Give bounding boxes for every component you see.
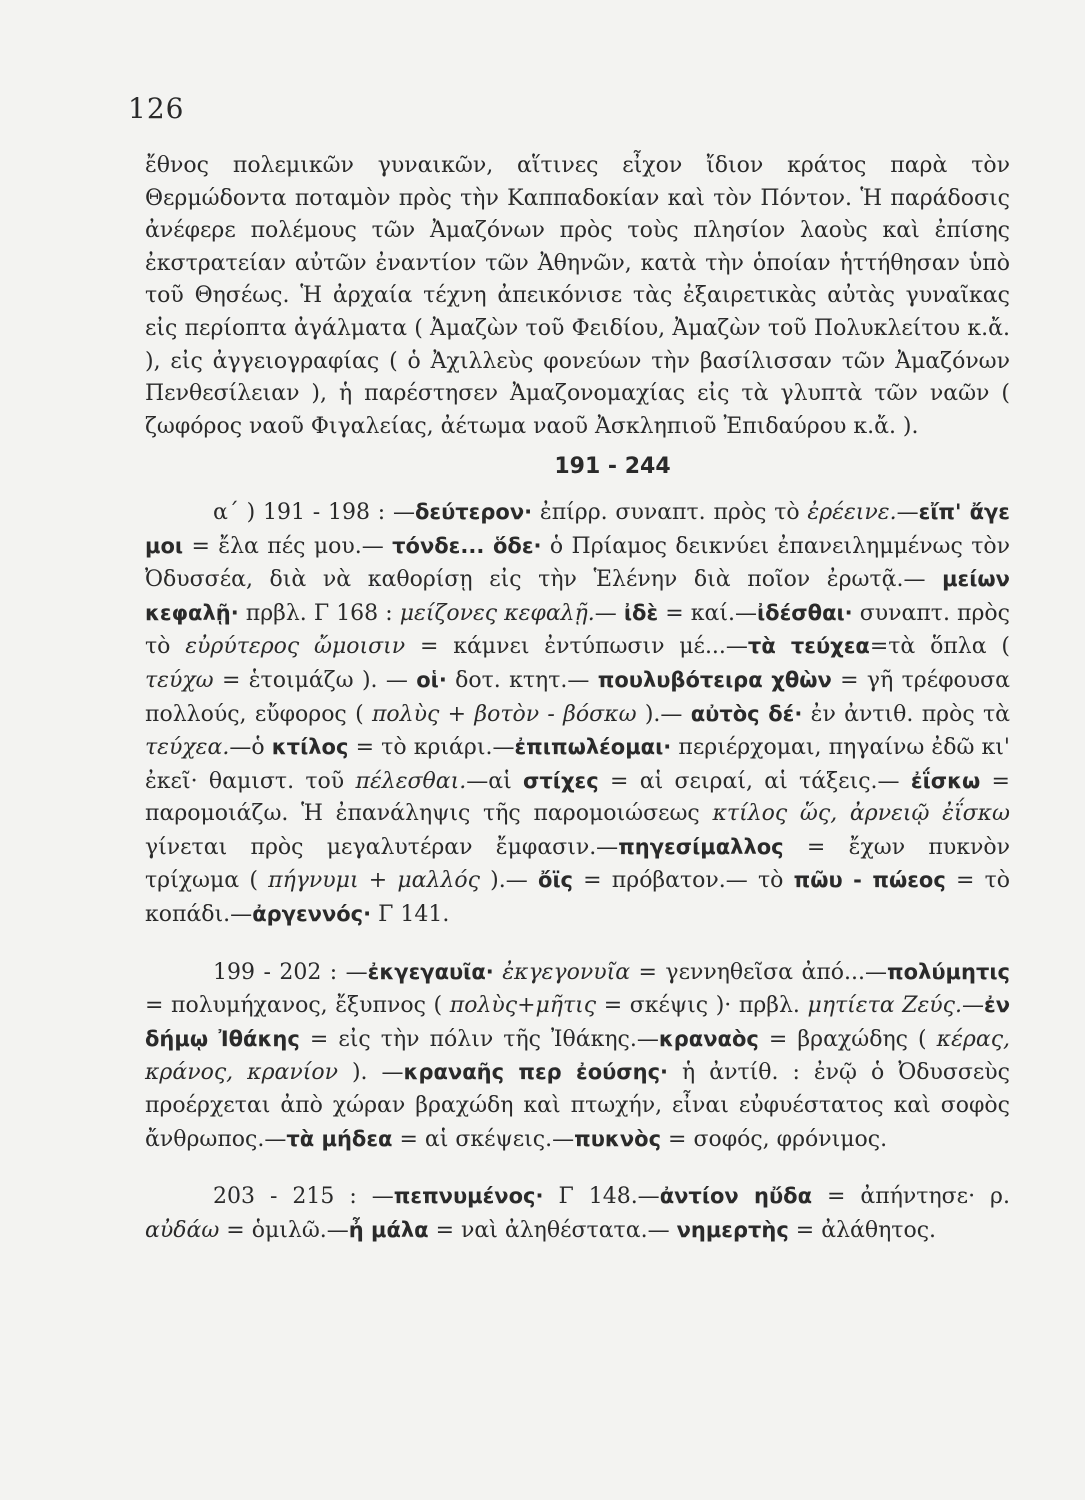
gloss-text: —ὁ — [229, 735, 272, 761]
cited-word: τεύχεα. — [145, 735, 230, 761]
cited-word: πέλεσθαι. — [355, 768, 467, 794]
paragraph — [145, 150, 1010, 443]
cited-word: πήγνυμι + μαλλός — [268, 868, 480, 894]
lemma-term: ὄϊς — [537, 868, 573, 893]
gloss-text: = πολυμήχανος, ἔξυπνος ( — [145, 993, 450, 1019]
lemma-term: κραναῆς περ ἐούσης· — [403, 1060, 669, 1085]
gloss-text: ἐν ἀντιθ. πρὸς τὰ — [802, 701, 1011, 727]
lemma-term: πολύμητις — [887, 959, 1010, 984]
gloss-text: = ἔχων πυκνὸν τρίχωμα ( — [145, 834, 1010, 894]
lemma-term: πουλυβότειρα χθὼν — [597, 667, 832, 692]
gloss-text: = παρομοιάζω. Ἡ ἐπανάληψις τῆς παρομοιώσεως — [145, 768, 1010, 827]
gloss-text: = ἑτοιμάζω ). — — [213, 667, 417, 693]
lemma-term: κτίλος — [271, 735, 349, 760]
gloss-text: — — [896, 499, 919, 525]
lemma-term: νημερτὴς — [676, 1217, 789, 1242]
body-text — [145, 150, 1010, 1247]
gloss-text: ἔθνος πολεμικῶν γυναικῶν, αἵτινες εἶχον ἴδιον κράτος παρὰ τὸν Θερμώδοντα ποταμὸν πρὸς τὴν Καππαδοκίαν καὶ τὸν Πόντον. Ἡ παράδοσις ἀνέφερε πολέμους τῶν Ἀμαζόνων πρὸς τοὺς πλησίον λαοὺς καὶ ἐπίσης ἐκστρατείαν αὐτῶν ἐναντίον τῶν Ἀθηνῶν, κατὰ τὴν ὁποίαν ἡττήθησαν ὑπὸ τοῦ Θησέως. Ἡ ἀρχαία τέχνη ἀπεικόνισε τὰς ἐξαιρετικὰς αὐτὰς γυναῖκας εἰς περίοπτα ἀγάλματα ( Ἀμαζὼν τοῦ Φειδίου, Ἀμαζὼν τοῦ Πολυκλείτου κ.ἄ. ), εἰς ἀγγειογραφίας ( ὁ Ἀχιλλεὺς φονεύων τὴν βασίλισσαν τῶν Ἀμαζόνων Πενθεσίλειαν ), ἡ παρέστησεν Ἀμαζονομαχίας εἰς τὰ γλυπτὰ τῶν ναῶν ( ζωφόρος ναοῦ Φιγαλείας, ἀέτωμα ναοῦ Ἀσκληπιοῦ Ἐπιδαύρου κ.ἄ. ). — [145, 153, 1010, 439]
gloss-text: ).— — [479, 868, 538, 894]
cited-word: κέρας, κράνος, κρανίον — [145, 1026, 1011, 1086]
gloss-text: =τὰ ὅπλα ( — [869, 634, 1010, 660]
lemma-term: πηγεσίμαλλος — [618, 834, 784, 859]
gloss-text: = εἰς τὴν πόλιν τῆς Ἰθάκης.— — [299, 1026, 659, 1052]
gloss-text: = σκέψις )· πρβλ. — [596, 993, 808, 1019]
lemma-term: ἐν δήμῳ Ἰθάκης — [145, 993, 1011, 1051]
gloss-text: α΄ ) 191 - 198 : — — [213, 499, 415, 525]
lemma-term: τὰ μήδεα — [286, 1126, 393, 1151]
paragraph — [145, 1180, 1010, 1247]
gloss-text: = ναὶ ἀληθέστατα.— — [428, 1217, 677, 1243]
gloss-text: — — [594, 600, 624, 626]
gloss-text: = τὸ κοπάδι.— — [145, 868, 1010, 928]
lemma-term: στίχες — [523, 768, 599, 793]
gloss-text: = αἱ σειραί, αἱ τάξεις.— — [598, 768, 911, 794]
gloss-text: γίνεται πρὸς μεγαλυτέραν ἔμφασιν.— — [145, 834, 619, 860]
lemma-term: κραναὸς — [658, 1026, 759, 1051]
cited-word: πολὺς + βοτὸν - βόσκω — [371, 701, 637, 727]
lemma-term: πυκνὸς — [574, 1126, 662, 1151]
lemma-term: ἰδὲ — [623, 600, 659, 625]
gloss-text: συναπτ. πρὸς τὸ — [145, 600, 1010, 660]
gloss-text: ). — — [337, 1060, 404, 1086]
gloss-text: = αἱ σκέψεις.— — [392, 1126, 575, 1152]
gloss-text: περιέρχομαι, πηγαίνω ἐδῶ κι' ἐκεῖ· θαμιστ. τοῦ — [145, 735, 1010, 794]
paragraph — [145, 956, 1010, 1157]
gloss-text: Γ 141. — [371, 902, 450, 928]
gloss-text: = ὁμιλῶ.— — [219, 1217, 349, 1243]
lemma-term: εἴπ' ἄγε μοι — [145, 499, 1010, 558]
gloss-text: = ἀλάθητος. — [788, 1217, 937, 1243]
lemma-term: ἐπιπωλέομαι· — [514, 735, 672, 760]
gloss-text: — — [962, 993, 985, 1019]
lemma-term: μείων κεφαλῇ· — [145, 567, 1010, 625]
lemma-term: δεύτερον· — [414, 499, 533, 524]
gloss-text: = σοφός, φρόνιμος. — [661, 1126, 888, 1152]
gloss-text: = πρόβατον.— τὸ — [573, 868, 794, 894]
paragraph — [145, 496, 1010, 932]
lemma-term: τὰ τεύχεα — [747, 634, 870, 659]
gloss-text: —αἱ — [466, 768, 524, 794]
lemma-term: ἦ μάλα — [348, 1217, 429, 1242]
cited-word: εὐρύτερος ὤμοισιν — [185, 634, 406, 660]
gloss-text: ).— — [636, 701, 691, 727]
cited-word: ἐκγεγονυῖα — [502, 959, 631, 985]
gloss-text: 203 - 215 : — — [213, 1184, 394, 1210]
cited-word: ἐρέεινε. — [807, 499, 897, 525]
page-number: 126 — [128, 92, 185, 125]
gloss-text: Γ 148.— — [543, 1184, 660, 1210]
cited-word: αὐδάω — [145, 1217, 220, 1243]
section-heading: 191 - 244 — [554, 454, 671, 480]
gloss-text: = γεννηθεῖσα ἀπό...— — [630, 959, 888, 985]
gloss-text: = καί.— — [658, 600, 757, 626]
lemma-term: πῶυ - πώεος — [793, 868, 946, 893]
gloss-text: = ἀπήντησε· ρ. — [812, 1184, 1010, 1210]
lemma-term: πεπνυμένος· — [393, 1184, 544, 1209]
gloss-text: 199 - 202 : — — [213, 959, 368, 985]
gloss-text: = κάμνει ἐντύπωσιν μέ...— — [405, 634, 748, 660]
gloss-text: = βραχώδης ( — [758, 1026, 937, 1052]
lemma-term: ἀργεννός· — [252, 902, 372, 927]
gloss-text: πρβλ. Γ 168 : — [238, 600, 400, 626]
cited-word: μητίετα Ζεύς. — [807, 993, 963, 1019]
lemma-term: ἰδέσθαι· — [756, 600, 853, 625]
gloss-text — [494, 960, 502, 985]
gloss-text: ὁ Πρίαμος δεικνύει ἐπανειλημμένως τὸν Ὀδυσσέα, διὰ νὰ καθορίσῃ εἰς τὴν Ἑλένην διὰ ποῖον ἐρωτᾷ.— — [145, 533, 1010, 593]
cited-word: πολὺς+μῆτις — [449, 993, 597, 1019]
cited-word: τεύχω — [145, 667, 214, 693]
lemma-term: τόνδε... ὅδε· — [392, 533, 542, 558]
gloss-text: ἐπίρρ. συναπτ. πρὸς τὸ — [532, 499, 808, 525]
gloss-text: = ἔλα πές μου.— — [183, 533, 393, 559]
lemma-term: ἀντίον ηὔδα — [659, 1184, 813, 1209]
lemma-term: ἐκγεγαυῖα· — [367, 959, 494, 984]
lemma-term: οἱ· — [416, 667, 447, 692]
gloss-text: = γῆ τρέφουσα πολλούς, εὔφορος ( — [145, 667, 1010, 727]
gloss-text: ἡ ἀντίθ. : ἐνῷ ὁ Ὀδυσσεὺς προέρχεται ἀπὸ χώραν βραχώδη καὶ πτωχήν, εἶναι εὐφυέστατος καὶ σοφὸς ἄνθρωπος.— — [145, 1060, 1011, 1152]
gloss-text: = τὸ κριάρι.— — [348, 735, 515, 761]
lemma-term: ἐΐσκω — [910, 768, 981, 793]
lemma-term: αὐτὸς δέ· — [690, 701, 803, 726]
cited-word: μείζονες κεφαλῇ. — [399, 600, 595, 626]
cited-word: κτίλος ὥς, ἀρνειῷ ἐΐσκω — [712, 801, 1010, 827]
gloss-text: δοτ. κτητ.— — [446, 667, 598, 693]
